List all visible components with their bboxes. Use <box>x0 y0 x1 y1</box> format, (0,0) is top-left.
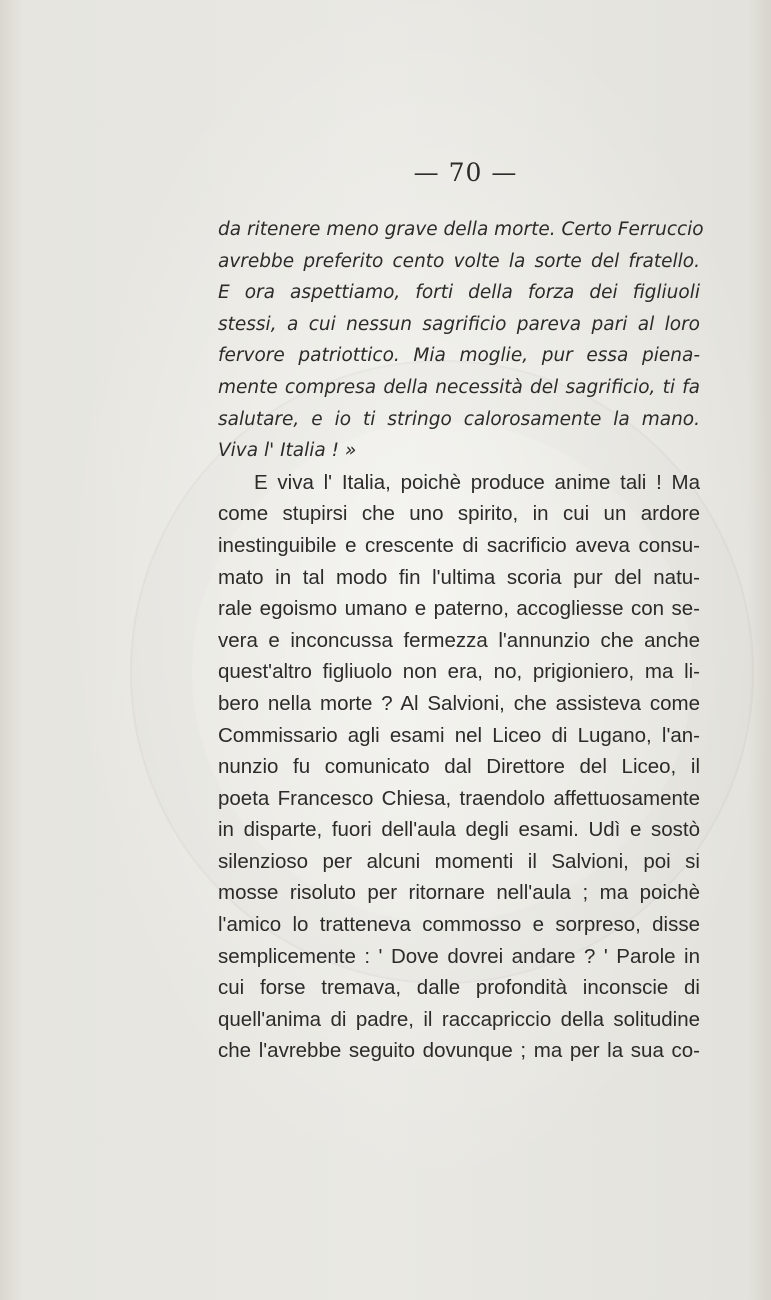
text-line: silenzioso per alcuni momenti il Salvioni, poi si <box>218 849 700 873</box>
text-line: avrebbe preferito cento volte la sorte del fratello. <box>218 250 700 272</box>
text-line: bero nella morte ? Al Salvioni, che assisteva come <box>218 691 700 715</box>
text-line: semplicemente : ' Dove dovrei andare ? ' Parole in <box>218 944 700 968</box>
text-line: poeta Francesco Chiesa, traendolo affettuosamente <box>218 786 700 810</box>
text-line: rale egoismo umano e paterno, accogliesse con se- <box>218 597 700 621</box>
text-line: quest'altro figliuolo non era, no, prigioniero, ma li- <box>218 660 700 684</box>
text-line: mente compresa della necessità del sagrificio, ti fa <box>218 376 700 398</box>
text-line: Viva l' Italia ! » <box>218 440 357 462</box>
text-line: quell'anima di padre, il raccapriccio della solitudine <box>218 1007 700 1031</box>
text-line: l'amico lo tratteneva commosso e sorpreso, disse <box>218 913 700 937</box>
page-number: — 70 — <box>413 158 518 187</box>
text-line: salutare, e io ti stringo calorosamente la mano. <box>218 408 700 430</box>
text-line: Commissario agli esami nel Liceo di Lugano, l'an- <box>218 723 700 747</box>
text-line: come stupirsi che uno spirito, in cui un ardore <box>218 502 700 526</box>
text-line: stessi, a cui nessun sagrificio pareva pari al loro <box>218 313 700 335</box>
text-line: fervore patriottico. Mia moglie, pur essa piena- <box>218 345 700 367</box>
text-line: da ritenere meno grave della morte. Certo Ferruccio <box>218 219 704 240</box>
text-line: E viva l' Italia, poichè produce anime tali ! Ma <box>254 470 700 494</box>
text-line: mato in tal modo fin l'ultima scoria pur del natu- <box>218 565 700 589</box>
text-line: in disparte, fuori dell'aula degli esami. Udì e sostò <box>218 818 700 842</box>
text-line: che l'avrebbe seguito dovunque ; ma per la sua co- <box>218 1039 700 1063</box>
page-text <box>218 214 704 1067</box>
quoted-letter-italic <box>218 214 704 467</box>
body-paragraph <box>218 467 700 1067</box>
text-line: inestinguibile e crescente di sacrificio aveva consu- <box>218 533 700 557</box>
text-line: mosse risoluto per ritornare nell'aula ; ma poichè <box>218 881 700 905</box>
text-line: nunzio fu comunicato dal Direttore del Liceo, il <box>218 755 700 779</box>
text-line: vera e inconcussa fermezza l'annunzio che anche <box>218 628 700 652</box>
text-line: cui forse tremava, dalle profondità inconscie di <box>218 976 700 1000</box>
text-line: E ora aspettiamo, forti della forza dei figliuoli <box>218 282 700 304</box>
